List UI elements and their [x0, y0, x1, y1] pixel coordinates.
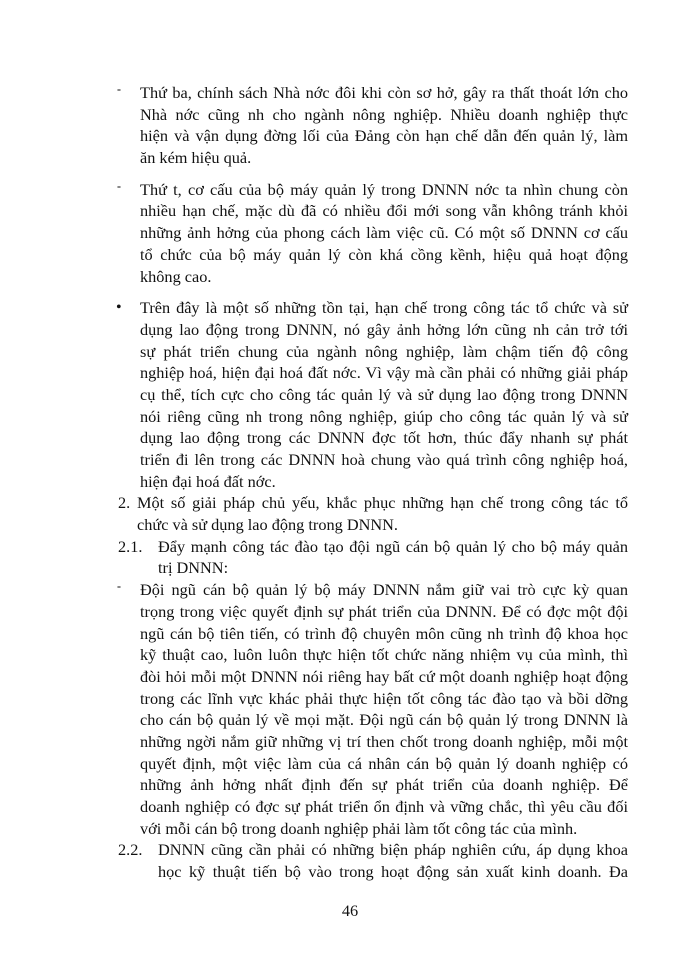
list-item — [0, 297, 700, 492]
text-line: Đẩy mạnh công tác đào tạo đội ngũ cán bộ quản lý cho bộ máy quản — [158, 536, 628, 556]
text-line: Một số giải pháp chủ yếu, khắc phục những hạn chế trong công tác tổ — [137, 493, 628, 513]
dash-marker: - — [117, 579, 121, 594]
numbered-heading — [0, 536, 700, 579]
text-line: quyết định, một việc làm của cá nhân cán bộ quản lý doanh nghiệp có — [140, 753, 628, 773]
document-body — [0, 82, 700, 883]
text-line: hiện và vận dụng đờng lối của Đảng còn hạn chế dẫn đến quản lý, làm — [140, 126, 628, 146]
text-line: ngũ cán bộ tiên tiến, có trình độ chuyên môn cũng nh trình độ khoa học — [140, 623, 628, 643]
text-line: triển đi lên trong các DNNN hoà chung vào quá trình công nghiệp hoá, — [140, 450, 628, 469]
list-item — [0, 179, 700, 287]
text-line: cho cán bộ quản lý về mọi mặt. Đội ngũ cán bộ quản lý trong DNNN là — [140, 710, 628, 730]
text-line: đòi hỏi mỗi một DNNN nói riêng hay bất cứ một doanh nghiệp hoạt động — [140, 666, 628, 686]
text-line: nói riêng cũng nh trong nông nghiệp, giúp cho công tác quản lý và sử — [140, 406, 628, 426]
text-line: tổ chức của bộ máy quản lý còn khá cồng kềnh, hiệu quả hoạt động — [140, 244, 628, 264]
section-number: 2.1. — [118, 536, 143, 556]
section-number: 2. — [118, 493, 131, 513]
text-line: dụng lao động trong các DNNN đợc tốt hơn, thúc đẩy nhanh sự phát — [140, 428, 628, 448]
text-line: chức và sử dụng lao động trong DNNN. — [137, 515, 398, 535]
text-line: hiện đại hoá đất nớc. — [140, 471, 276, 491]
text-line: Trên đây là một số những tồn tại, hạn chế trong công tác tổ chức và sử — [140, 298, 628, 318]
text-line: Thứ t, cơ cấu của bộ máy quản lý trong DNNN nớc ta nhìn chung còn — [140, 179, 628, 199]
text-line: Đội ngũ cán bộ quản lý bộ máy DNNN nắm giữ vai trò cực kỳ quan — [140, 580, 628, 600]
text-line: cụ thể, tích cực cho công tác quản lý và sử dụng lao động trong DNNN — [140, 384, 628, 404]
bullet-icon: • — [116, 299, 122, 317]
text-line: doanh nghiệp có đợc sự phát triển ổn định và vững chắc, thì yêu cầu đối — [140, 797, 628, 816]
section-number: 2.2. — [118, 840, 143, 860]
text-line: những ảnh hởng nhất định đến sự phát triển của doanh nghiệp. Để — [140, 775, 628, 795]
text-line: nghiệp hoá, hiện đại hoá đất nớc. Vì vậy mà cần phải có những giải pháp — [140, 363, 628, 383]
text-line: sự phát triển chung của ngành nông nghiệp, làm chậm tiến độ công — [140, 341, 628, 361]
text-line: trong các lĩnh vực khác phải thực hiện tốt công tác đào tạo và bồi dỡng — [140, 688, 628, 708]
text-line: không cao. — [140, 266, 212, 286]
text-line: Thứ ba, chính sách Nhà nớc đôi khi còn sơ hở, gây ra thất thoát lớn cho — [140, 83, 628, 102]
list-item — [0, 579, 700, 839]
page-number: 46 — [341, 901, 359, 920]
text-line: với mỗi cán bộ trong doanh nghiệp phải làm tốt công tác của mình. — [140, 818, 578, 838]
text-line: những ngời nắm giữ những vị trí then chốt trong doanh nghiệp, mỗi một — [140, 731, 628, 751]
text-line: Nhà nớc cũng nh cho ngành nông nghiệp. Nhiều doanh nghiệp thực — [140, 104, 628, 124]
text-line: học kỹ thuật tiến bộ vào trong hoạt động sản xuất kinh doanh. Đa — [158, 862, 628, 882]
text-line: ăn kém hiệu quả. — [140, 148, 252, 168]
numbered-heading — [0, 839, 700, 882]
text-line: nhiều hạn chế, mặc dù đã có nhiều đổi mới song vẫn không tránh khỏi — [140, 201, 628, 221]
text-line: trị DNNN: — [158, 558, 229, 578]
numbered-heading — [0, 492, 700, 535]
text-line: kỹ thuật cao, luôn luôn thực hiện tốt chức năng nhiệm vụ của mình, thì — [140, 645, 628, 665]
text-line: DNNN cũng cần phải có những biện pháp nghiên cứu, áp dụng khoa — [158, 840, 628, 860]
text-line: dụng lao động trong DNNN, nó gây ảnh hởng lớn cũng nh cản trở tới — [140, 319, 628, 339]
dash-marker: - — [117, 178, 121, 193]
text-line: trọng trong việc quyết định sự phát triển của DNNN. Để có đợc một đội — [140, 601, 628, 621]
dash-marker: - — [117, 82, 121, 96]
list-item — [0, 82, 700, 169]
text-line: những ảnh hởng của phong cách làm việc cũ. Có một số DNNN cơ cấu — [140, 223, 628, 243]
